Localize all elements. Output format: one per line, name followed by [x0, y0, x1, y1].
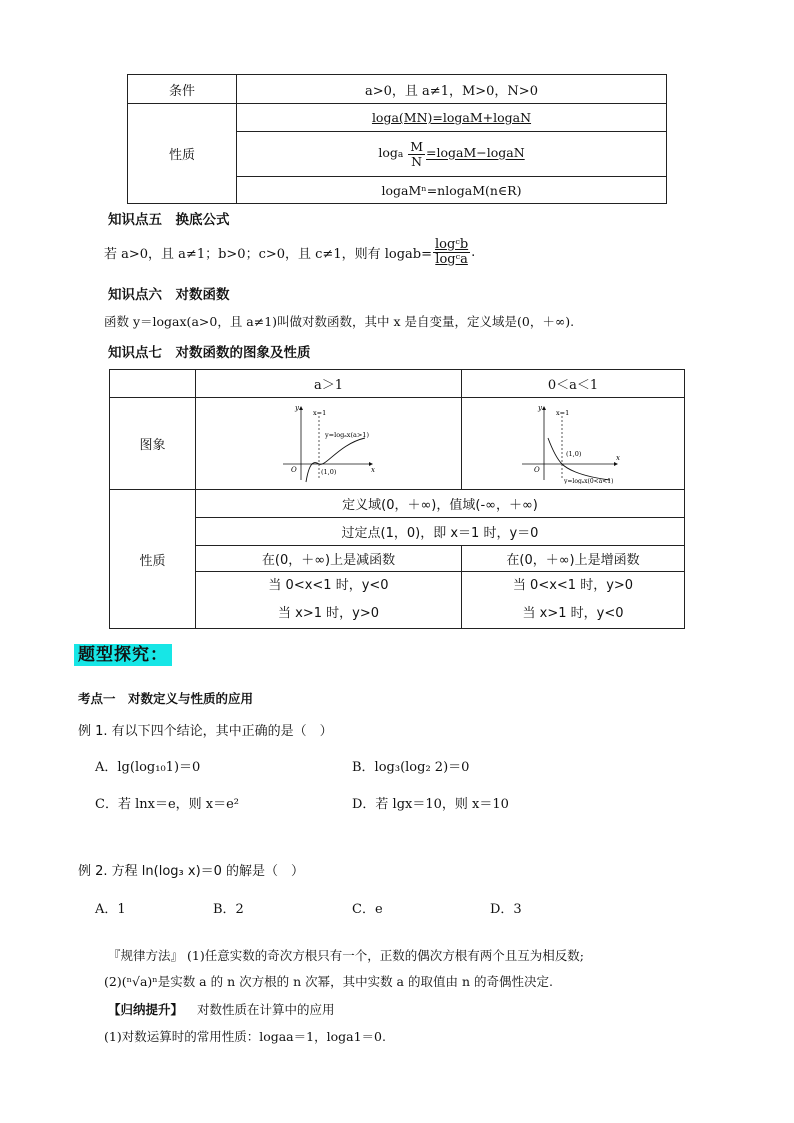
- section6-title: 知识点六 对数函数: [108, 287, 230, 303]
- example2-option-c: C．e: [352, 902, 383, 917]
- example1-stem: 例 1. 有以下四个结论，其中正确的是（ ）: [78, 724, 333, 739]
- summary-item-1: (1)对数运算时的常用性质：logaa＝1，loga1＝0.: [104, 1029, 386, 1044]
- col-a-lt-1: 0＜a＜1: [462, 370, 685, 398]
- properties-label: 性质: [110, 490, 196, 629]
- sign-left: 当 0<x<1 时，y<0 当 x>1 时，y>0: [196, 572, 462, 629]
- graph-label: 图象: [110, 398, 196, 490]
- point-label: (1,0): [566, 449, 582, 458]
- condition-label: 条件: [128, 75, 237, 104]
- fixed-point-row: 过定点(1，0)，即 x＝1 时，y＝0: [196, 518, 685, 546]
- explore-title: 题型探究：: [74, 644, 172, 666]
- rule-line-2: (2)(ⁿ√a)ⁿ是实数 a 的 n 次方根的 n 次幂，其中实数 a 的取值由 n 的奇偶性决定.: [104, 974, 553, 989]
- point1-title: 考点一 对数定义与性质的应用: [78, 691, 254, 706]
- asymptote-label: x=1: [556, 408, 570, 417]
- col-a-gt-1: a＞1: [196, 370, 462, 398]
- property-label: 性质: [128, 104, 237, 204]
- condition-value: a>0，且 a≠1，M>0，N>0: [237, 75, 667, 104]
- example1-option-d: D．若 lgx＝10，则 x＝10: [352, 797, 509, 812]
- property-quotient: loga $\frac{M}{N}$ =logaM−logaN: [237, 132, 667, 177]
- x-axis-label: x: [616, 453, 620, 462]
- change-of-base-fraction: $\frac{\text{logᶜb}}{\text{logᶜa}}$: [435, 237, 469, 267]
- log-function-definition: 函数 y＝logax(a>0，且 a≠1)叫做对数函数，其中 x 是自变量，定义域是(0，＋∞).: [104, 314, 575, 329]
- example2-option-b: B．2: [213, 902, 244, 917]
- example2-option-a: A．1: [95, 902, 126, 917]
- asymptote-label: x=1: [312, 408, 326, 417]
- domain-range-row: 定义域(0，＋∞)，值域(-∞，＋∞): [196, 490, 685, 518]
- section7-title: 知识点七 对数函数的图象及性质: [108, 345, 311, 361]
- log-graph-table: [109, 369, 685, 629]
- origin-label: O: [534, 465, 540, 474]
- rule-line-1: 『规律方法』 (1)任意实数的奇次方根只有一个，正数的偶次方根有两个且互为相反数;: [108, 948, 584, 963]
- increasing-log-graph: [279, 404, 379, 484]
- example2-option-d: D．3: [490, 902, 522, 917]
- quotient-fraction: $\frac{M}{N}$: [410, 139, 424, 169]
- corner-cell: [110, 370, 196, 398]
- decreasing-log-graph: [518, 404, 628, 484]
- y-axis-label: y: [294, 403, 299, 412]
- monotonic-left: 在(0，＋∞)上是减函数: [196, 546, 462, 572]
- example1-option-a: A．lg(log₁₀1)＝0: [95, 760, 201, 775]
- sign-right: 当 0<x<1 时，y>0 当 x>1 时，y<0: [462, 572, 685, 629]
- graph-a-lt-1: [462, 398, 685, 490]
- example1-option-b: B．log₃(log₂ 2)＝0: [352, 760, 470, 775]
- y-axis-label: y: [538, 403, 542, 412]
- section5-title: 知识点五 换底公式: [108, 212, 230, 228]
- curve-label: y=logₐx(0<a<1): [564, 477, 614, 484]
- property-power: logaMⁿ=nlogaM(n∈R): [237, 177, 667, 204]
- x-axis-label: x: [370, 465, 375, 474]
- log-properties-table: [127, 74, 667, 204]
- graph-a-gt-1: [196, 398, 462, 490]
- change-of-base-formula: 若 a>0，且 a≠1；b>0；c>0，且 c≠1，则有 logab= $\frac{\text{logᶜb}}{\text{logᶜa}}$ .: [104, 237, 476, 267]
- property-product: loga(MN)=logaM+logaN: [237, 104, 667, 132]
- monotonic-right: 在(0，＋∞)上是增函数: [462, 546, 685, 572]
- origin-label: O: [290, 465, 297, 474]
- example1-option-c: C．若 lnx＝e，则 x＝e²: [95, 797, 240, 812]
- point-label: (1,0): [320, 467, 336, 476]
- curve-label: y=logₐx(a>1): [324, 430, 369, 439]
- example2-stem: 例 2. 方程 ln(log₃ x)＝0 的解是（ ）: [78, 864, 305, 879]
- summary-line: 【归纳提升】 对数性质在计算中的应用: [108, 1002, 335, 1017]
